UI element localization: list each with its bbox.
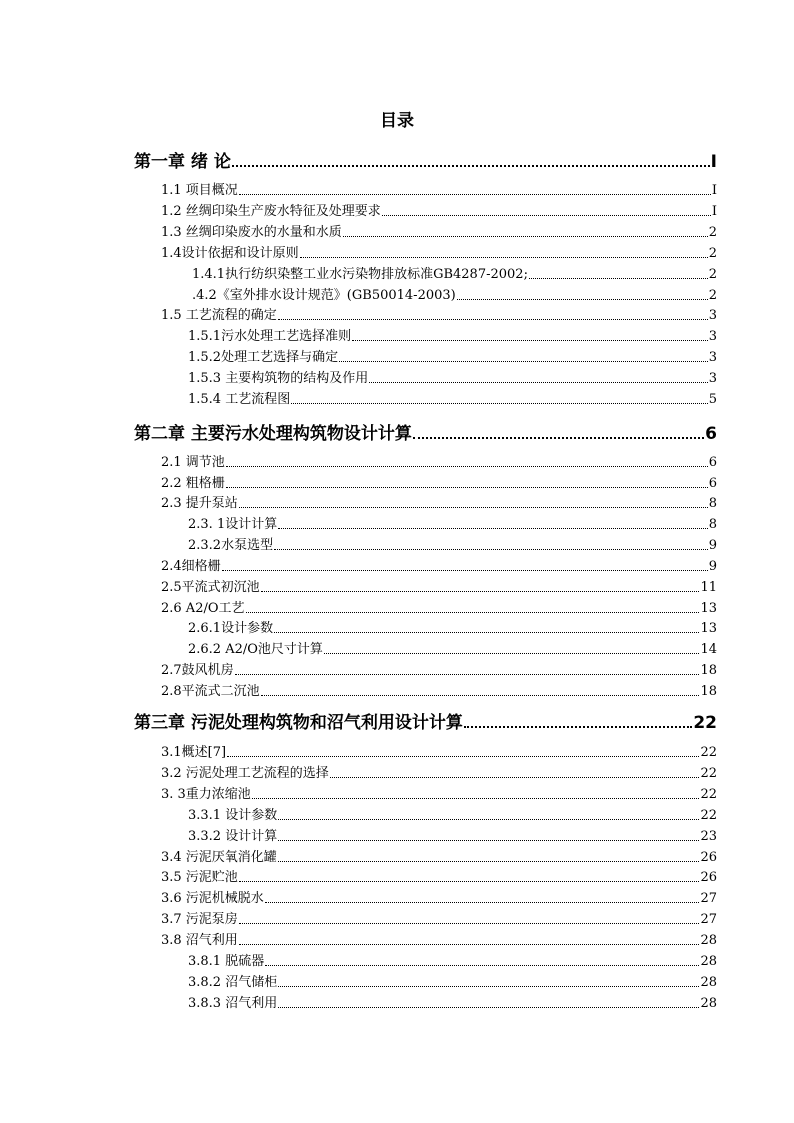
toc-page-number: 18 [700, 663, 717, 678]
toc-leader-dots [330, 777, 700, 778]
toc-entry-row [188, 826, 717, 844]
toc-entry-title: 3.1概述[7] [161, 745, 227, 760]
toc-entry-title: 3.5 污泥贮池 [161, 870, 238, 885]
toc-entry-row [161, 452, 717, 470]
toc-entry-title: 3.2 污泥处理工艺流程的选择 [161, 766, 329, 781]
toc-leader-dots [352, 340, 708, 341]
toc-entry-title: 第三章 污泥处理构筑物和沼气利用设计计算 [134, 713, 463, 733]
toc-entry-row [161, 473, 717, 491]
toc-entry-row [188, 389, 717, 407]
toc-page-number: 3 [708, 308, 717, 323]
toc-entry-row [188, 326, 717, 344]
toc-entry-title: 2.4细格栅 [161, 559, 221, 574]
toc-entry-title: 2.3.2水泵选型 [188, 538, 274, 553]
toc-entry-row [161, 784, 717, 802]
toc-leader-dots [239, 194, 711, 195]
toc-leader-dots [413, 437, 704, 439]
toc-entry-title: 1.5 工艺流程的确定 [161, 308, 277, 323]
toc-entry-title: 3.3.2 设计计算 [188, 829, 278, 844]
toc-entry-row [188, 951, 717, 969]
toc-page-number: 28 [700, 996, 717, 1011]
toc-leader-dots [278, 528, 708, 529]
toc-leader-dots [232, 165, 710, 167]
toc-entry-row [188, 639, 717, 657]
toc-leader-dots [265, 965, 699, 966]
toc-entry-title: 第一章 绪 论 [134, 152, 231, 172]
toc-entry-row [161, 909, 717, 927]
toc-leader-dots [278, 861, 700, 862]
toc-entry-title: 2.3 提升泵站 [161, 496, 238, 511]
toc-leader-dots [274, 632, 699, 633]
toc-entry-title: 3.8.1 脱硫器 [188, 954, 265, 969]
toc-entry-title: 1.1 项目概况 [161, 183, 238, 198]
toc-page-number: I [711, 183, 717, 198]
toc-entry-title: 1.5.3 主要构筑物的结构及作用 [188, 371, 369, 386]
toc-entry-title: 2.6.1设计参数 [188, 621, 274, 636]
toc-entry-row [161, 243, 717, 261]
toc-leader-dots [278, 819, 699, 820]
toc-entry-title: 2.6 A2/O工艺 [161, 601, 245, 616]
toc-entry-title: 1.2 丝绸印染生产废水特征及处理要求 [161, 204, 381, 219]
toc-entry-row [161, 888, 717, 906]
toc-entry-row [161, 556, 717, 574]
toc-leader-dots [235, 674, 700, 675]
toc-page-number: 26 [700, 850, 717, 865]
toc-page-number: 28 [700, 954, 717, 969]
toc-entry-title: 1.4设计依据和设计原则 [161, 246, 299, 261]
toc-entry-title: 2.8平流式二沉池 [161, 684, 260, 699]
toc-page-number: 6 [708, 476, 717, 491]
toc-entry-title: 2.3. 1设计计算 [188, 517, 278, 532]
toc-leader-dots [343, 236, 708, 237]
toc-entry-title: 3.8.2 沼气储柜 [188, 975, 278, 990]
toc-leader-dots [265, 902, 700, 903]
toc-leader-dots [222, 570, 708, 571]
toc-page-number: 3 [708, 350, 717, 365]
toc-leader-dots [239, 881, 700, 882]
toc-entry-row [188, 618, 717, 636]
toc-entry-row [161, 577, 717, 595]
toc-page-number: 2 [708, 225, 717, 240]
toc-page-number: 27 [700, 912, 717, 927]
toc-page-number: 26 [700, 870, 717, 885]
toc-chapter-row [134, 148, 717, 172]
toc-leader-dots [239, 923, 700, 924]
toc-leader-dots [457, 299, 708, 300]
toc-entry-title: 3.7 污泥泵房 [161, 912, 238, 927]
toc-entry-title: 3.3.1 设计参数 [188, 808, 278, 823]
toc-page-number: 22 [700, 808, 717, 823]
toc-page-number: 22 [700, 745, 717, 760]
toc-entry-title: 1.4.1执行纺织染整工业水污染物排放标准GB4287-2002; [192, 267, 528, 282]
toc-page-number: 22 [693, 713, 717, 733]
toc-entry-row [192, 285, 717, 303]
toc-page-number: I [711, 204, 717, 219]
toc-entry-row [188, 972, 717, 990]
toc-page-number: 18 [700, 684, 717, 699]
toc-leader-dots [369, 382, 708, 383]
toc-entry-row [161, 660, 717, 678]
toc-entry-row [188, 993, 717, 1011]
toc-entry-row [161, 180, 717, 198]
toc-entry-title: 3.6 污泥机械脱水 [161, 891, 264, 906]
toc-leader-dots [278, 840, 699, 841]
toc-entry-row [188, 368, 717, 386]
toc-leader-dots [246, 612, 700, 613]
toc-entry-row [161, 847, 717, 865]
toc-page-number: 22 [700, 787, 717, 802]
toc-entry-row [188, 535, 717, 553]
toc-page-number: 22 [700, 766, 717, 781]
toc-title: 目录 [380, 111, 414, 131]
toc-page-number: I [710, 152, 717, 172]
toc-leader-dots [226, 487, 708, 488]
toc-entry-row [192, 264, 717, 282]
toc-entry-row [188, 805, 717, 823]
toc-entry-row [161, 867, 717, 885]
toc-entry-row [161, 493, 717, 511]
toc-entry-title: 3.4 污泥厌氧消化罐 [161, 850, 277, 865]
toc-leader-dots [324, 653, 700, 654]
toc-entry-title: 1.3 丝绸印染废水的水量和水质 [161, 225, 342, 240]
toc-leader-dots [291, 403, 708, 404]
toc-page-number: 8 [708, 517, 717, 532]
toc-entry-title: 3. 3重力浓缩池 [161, 787, 251, 802]
toc-page-number: 9 [708, 538, 717, 553]
toc-entry-title: 3.8.3 沼气利用 [188, 996, 278, 1011]
toc-entry-row [161, 763, 717, 781]
toc-page-number: 27 [700, 891, 717, 906]
toc-page-number: 9 [708, 559, 717, 574]
toc-leader-dots [227, 756, 699, 757]
toc-page-number: 13 [700, 621, 717, 636]
toc-page-number: 13 [700, 601, 717, 616]
toc-leader-dots [339, 361, 708, 362]
toc-page-number: 2 [708, 246, 717, 261]
toc-leader-dots [382, 215, 711, 216]
toc-entry-row [161, 930, 717, 948]
toc-entry-row [161, 742, 717, 760]
toc-leader-dots [278, 986, 699, 987]
toc-leader-dots [252, 798, 700, 799]
toc-entry-title: 1.5.4 工艺流程图 [188, 392, 291, 407]
toc-page-number: 6 [705, 424, 717, 444]
toc-page-number: 28 [700, 975, 717, 990]
toc-page-number: 3 [708, 371, 717, 386]
toc-page-number: 23 [700, 829, 717, 844]
toc-entry-row [161, 201, 717, 219]
toc-entry-title: 1.5.1污水处理工艺选择准则 [188, 329, 352, 344]
toc-leader-dots [239, 944, 700, 945]
toc-leader-dots [226, 466, 708, 467]
toc-leader-dots [274, 549, 708, 550]
toc-entry-row [161, 222, 717, 240]
toc-page-number: 28 [700, 933, 717, 948]
toc-leader-dots [239, 507, 708, 508]
toc-entry-title: 2.7鼓风机房 [161, 663, 234, 678]
toc-entry-row [161, 305, 717, 323]
toc-leader-dots [464, 726, 692, 728]
toc-entry-title: 1.5.2处理工艺选择与确定 [188, 350, 339, 365]
toc-leader-dots [529, 278, 708, 279]
toc-page-number: 2 [708, 267, 717, 282]
toc-page-number: 8 [708, 496, 717, 511]
toc-page-number: 2 [708, 288, 717, 303]
toc-leader-dots [300, 257, 708, 258]
toc-leader-dots [278, 1007, 699, 1008]
toc-page-number: 14 [700, 642, 717, 657]
toc-entry-title: 第二章 主要污水处理构筑物设计计算 [134, 424, 412, 444]
toc-entry-title: .4.2《室外排水设计规范》(GB50014-2003) [192, 288, 456, 303]
toc-entry-row [161, 598, 717, 616]
toc-entry-title: 2.1 调节池 [161, 455, 225, 470]
toc-page-number: 11 [700, 580, 717, 595]
toc-leader-dots [261, 695, 700, 696]
toc-chapter-row [134, 709, 717, 733]
toc-page-number: 6 [708, 455, 717, 470]
toc-entry-title: 3.8 沼气利用 [161, 933, 238, 948]
toc-entry-title: 2.2 粗格栅 [161, 476, 225, 491]
toc-page-number: 3 [708, 329, 717, 344]
toc-entry-row [188, 514, 717, 532]
toc-entry-row [161, 681, 717, 699]
toc-entry-row [188, 347, 717, 365]
toc-chapter-row [134, 420, 717, 444]
toc-entry-title: 2.5平流式初沉池 [161, 580, 260, 595]
toc-leader-dots [261, 591, 700, 592]
toc-page-number: 5 [708, 392, 717, 407]
toc-entry-title: 2.6.2 A2/O池尺寸计算 [188, 642, 323, 657]
toc-leader-dots [278, 319, 708, 320]
